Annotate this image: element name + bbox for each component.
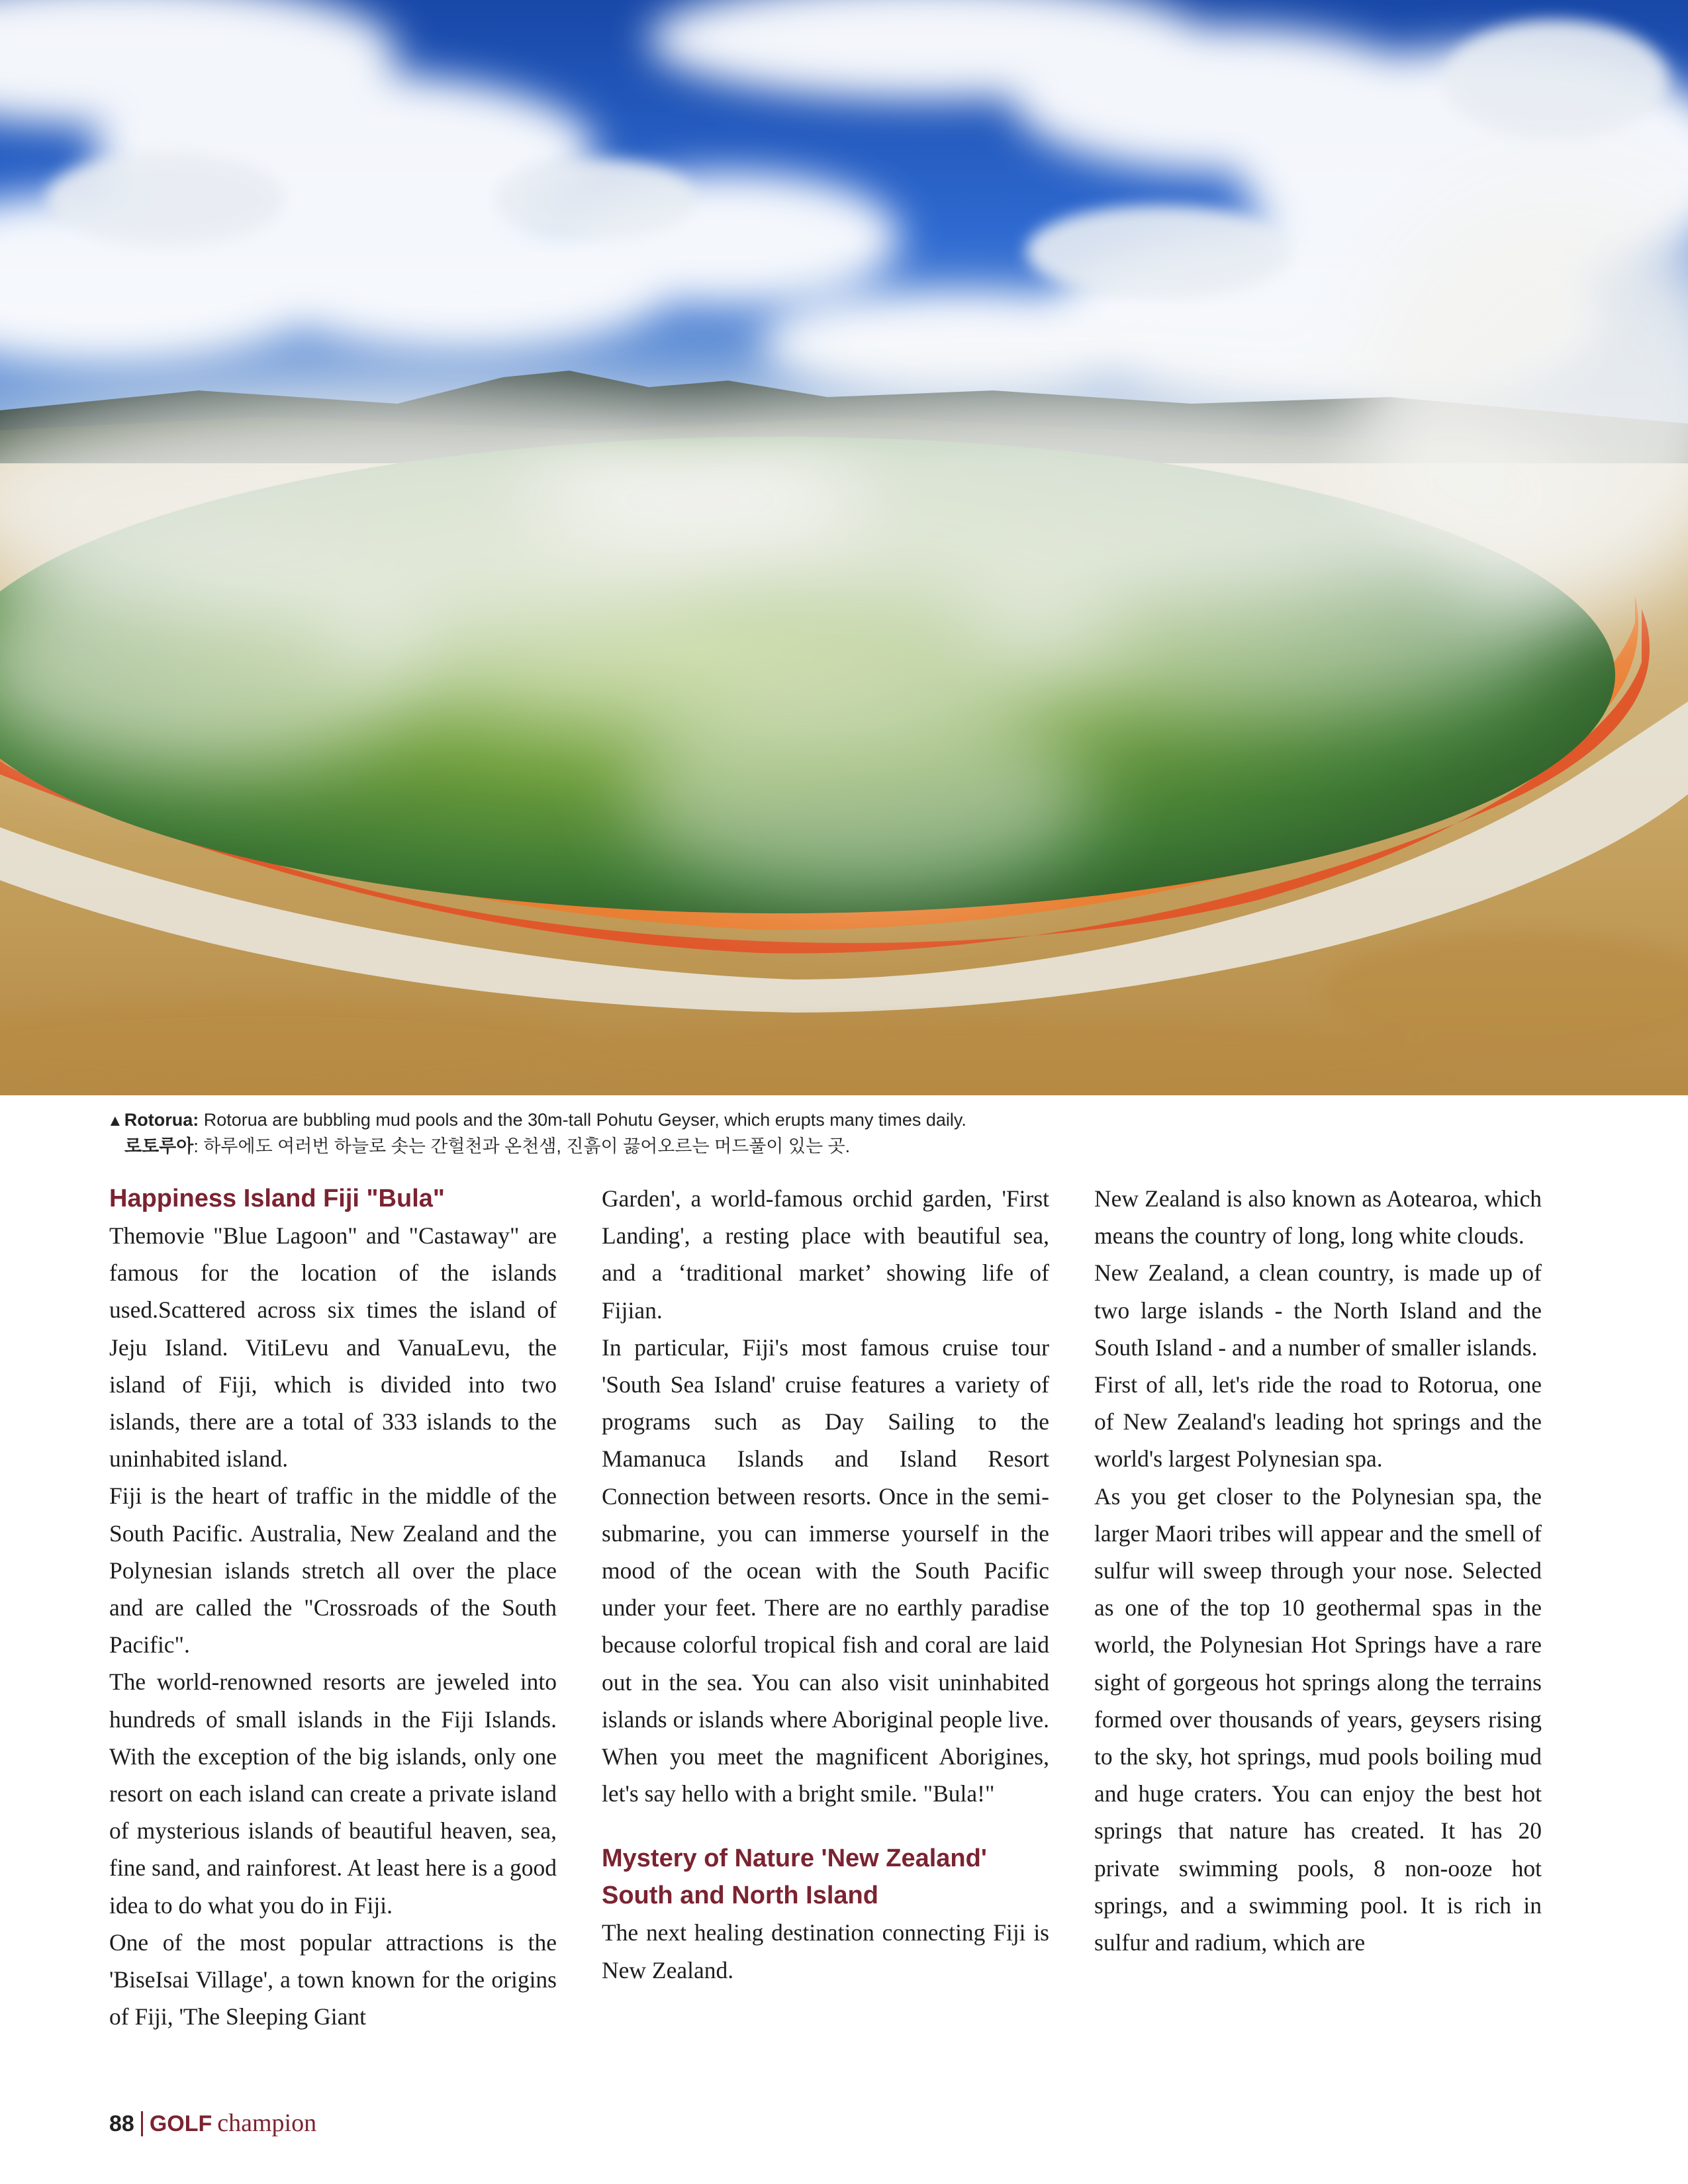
- caption-ko-label: 로토루아: [124, 1136, 194, 1156]
- paragraph: New Zealand is also known as Aotearoa, which means the country of long, long white clouds.: [1094, 1185, 1542, 1250]
- article-column-2: [602, 1180, 1049, 1989]
- paragraph: First of all, let's ride the road to Rotorua, one of New Zealand's leading hot springs and the world's largest Polynesian spa.: [1094, 1371, 1542, 1473]
- section-heading-fiji: Happiness Island Fiji "Bula": [109, 1185, 445, 1212]
- triangle-icon: ▲: [107, 1112, 123, 1130]
- photo-caption: [107, 1107, 1597, 1159]
- magazine-brand-bold: GOLF: [149, 2111, 212, 2136]
- page-number: 88: [109, 2111, 134, 2136]
- section-spacer: [602, 1812, 1049, 1840]
- paragraph: One of the most popular attractions is the 'BiseIsai Village', a town known for the origins of Fiji, 'The Sleeping Giant: [109, 1929, 557, 2030]
- paragraph: Fiji is the heart of traffic in the middle of the South Pacific. Australia, New Zealand and the Polynesian islands stretch all over the place and are called the "Crossroads of the South Pacific".: [109, 1482, 557, 1659]
- paragraph: Garden', a world-famous orchid garden, 'First Landing', a resting place with beautiful sea, and a ‘traditional market’ showing life of Fijian.: [602, 1185, 1049, 1324]
- paragraph: The next healing destination connecting Fiji is New Zealand.: [602, 1919, 1049, 1983]
- article-column-3: [1094, 1180, 1542, 1961]
- paragraph: The world-renowned resorts are jeweled into hundreds of small islands in the Fiji Islands. With the exception of the big islands, only one resort on each island can create a private island of mysterious islands of beautiful heaven, sea, fine sand, and rainforest. At least here is a good idea to do what you do in Fiji.: [109, 1668, 557, 1919]
- caption-en-text: Rotorua are bubbling mud pools and the 30m-tall Pohutu Geyser, which erupts many times daily.: [199, 1110, 966, 1130]
- caption-en-label: Rotorua:: [124, 1110, 199, 1130]
- paragraph: In particular, Fiji's most famous cruise tour 'South Sea Island' cruise features a variety of programs such as Day Sailing to the Mamanuca Islands and Island Resort Connection between resorts. Once in the semi-submarine, you can immerse yourself in the mood of the ocean with the South Pacific under your feet. There are no earthly paradise because colorful tropical fish and coral are laid out in the sea. You can also visit uninhabited islands or islands where Aboriginal people live. When you meet the magnificent Aborigines, let's say hello with a bright smile. "Bula!": [602, 1334, 1049, 1807]
- article-column-1: [109, 1180, 557, 2035]
- folio-divider: [141, 2111, 143, 2136]
- caption-english: [107, 1107, 1597, 1134]
- magazine-brand-light: champion: [217, 2109, 317, 2137]
- paragraph: Themovie "Blue Lagoon" and "Castaway" are famous for the location of the islands used.Scattered across six times the island of Jeju Island. VitiLevu and VanuaLevu, the island of Fiji, which is divided into two islands, there are a total of 333 islands to the uninhabited island.: [109, 1222, 557, 1473]
- caption-korean: [107, 1134, 1597, 1159]
- section-heading-new-zealand: Mystery of Nature 'New Zealand' South and North Island: [602, 1844, 987, 1910]
- paragraph: As you get closer to the Polynesian spa, the larger Maori tribes will appear and the smell of sulfur will sweep through your nose. Selected as one of the top 10 geothermal spas in the world, the Polynesian Hot Springs have a rare sight of gorgeous hot springs along the terrains formed over thousands of years, geysers rising to the sky, hot springs, mud pools boiling mud and huge craters. You can enjoy the best hot springs that nature has created. It has 20 private swimming pools, 8 non-ooze hot springs, and a swimming pool. It is rich in sulfur and radium, which are: [1094, 1482, 1542, 1956]
- caption-ko-text: : 하루에도 여러번 하늘로 솟는 간헐천과 온천샘, 진흙이 끓어오르는 머드풀이 있는 곳.: [193, 1136, 851, 1156]
- paragraph: New Zealand, a clean country, is made up of two large islands - the North Island and the South Island - and a number of smaller islands.: [1094, 1259, 1542, 1361]
- page-folio: [109, 2109, 316, 2139]
